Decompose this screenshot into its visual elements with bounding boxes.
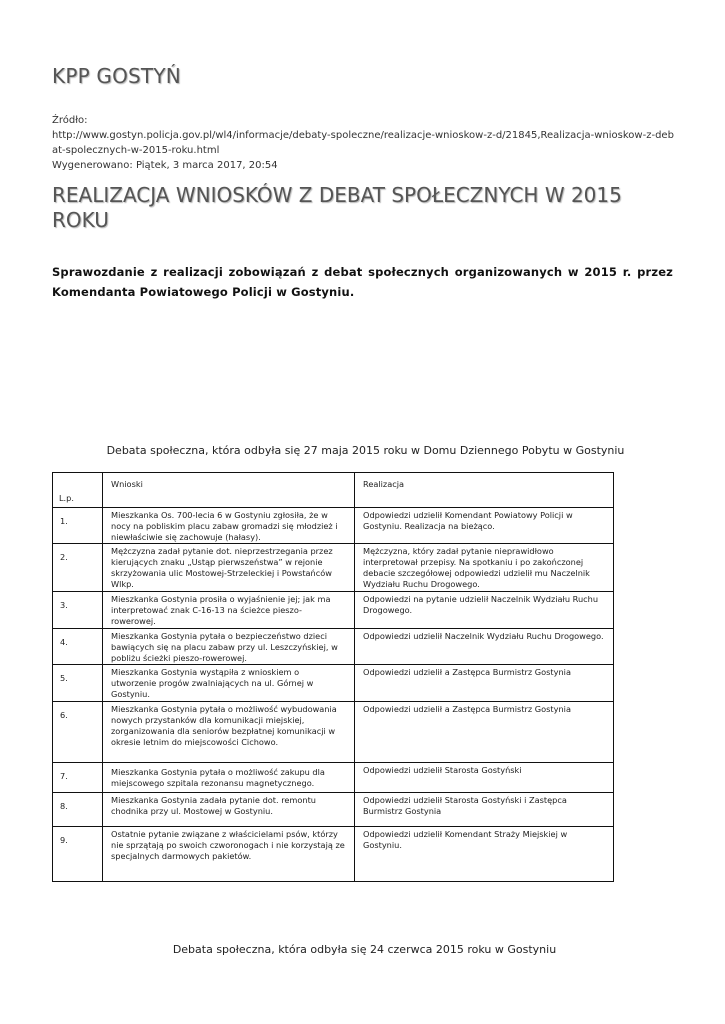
table-row (53, 544, 614, 592)
source-label: Źródło: (52, 115, 88, 126)
row-number: 5. (53, 665, 103, 702)
row-request: Mieszkanka Gostynia zadała pytanie dot. remontu chodnika przy ul. Mostowej w Gostyniu. (103, 793, 355, 827)
table-row (53, 827, 614, 882)
row-request: Mieszkanka Gostynia pytała o bezpieczeństwo dzieci bawiących się na placu zabaw przy ul. Leszczyńskiej, w pobliżu ścieżki pieszo-rowerowej. (103, 629, 355, 665)
table-row (53, 793, 614, 827)
article-intro: Sprawozdanie z realizacji zobowiązań z debat społecznych organizowanych w 2015 r. przez Komendanta Powiatowego Policji w Gostyniu. (52, 265, 673, 299)
header-lp: L.p. (59, 493, 74, 503)
debate-1-table (52, 472, 614, 882)
debate-2-caption: Debata społeczna, która odbyła się 24 czerwca 2015 roku w Gostyniu (172, 943, 557, 956)
table-header-row (53, 473, 614, 508)
source-url-line-2[interactable]: at-spolecznych-w-2015-roku.html (52, 145, 220, 156)
row-realization: Mężczyzna, który zadał pytanie nieprawidłowo interpretował przepisy. Na spotkaniu i po zakończonej debacie szczegółowej odpowiedzi udzielił mu Naczelnik Wydziału Ruchu Drogowego. (355, 544, 614, 592)
row-realization: Odpowiedzi udzielił Komendant Straży Miejskiej w Gostyniu. (355, 827, 614, 882)
row-number: 9. (53, 827, 103, 882)
table-row (53, 592, 614, 629)
row-realization: Odpowiedzi udzielił Starosta Gostyński i Zastępca Burmistrz Gostynia (355, 793, 614, 827)
source-url-line-1[interactable]: http://www.gostyn.policja.gov.pl/wl4/informacje/debaty-spoleczne/realizacje-wnioskow-z-d/21845,Realizacja-wnioskow-z-deb (52, 130, 674, 141)
debate-1-caption: Debata społeczna, która odbyła się 27 maja 2015 roku w Domu Dziennego Pobytu w Gostyniu (106, 444, 625, 457)
site-title: KPP GOSTYŃ (52, 64, 181, 88)
row-number: 6. (53, 702, 103, 763)
row-request: Ostatnie pytanie związane z właścicielami psów, którzy nie sprzątają po swoich czworonogach i nie korzystają ze specjalnych darmowych pakietów. (103, 827, 355, 882)
row-request: Mieszkanka Gostynia wystąpiła z wnioskiem o utworzenie progów zwalniających na ul. Górnej w Gostyniu. (103, 665, 355, 702)
generated-date: Wygenerowano: Piątek, 3 marca 2017, 20:54 (52, 160, 278, 171)
row-realization: Odpowiedzi na pytanie udzielił Naczelnik Wydziału Ruchu Drogowego. (355, 592, 614, 629)
row-number: 1. (53, 508, 103, 544)
row-realization: Odpowiedzi udzielił Komendant Powiatowy Policji w Gostyniu. Realizacja na bieżąco. (355, 508, 614, 544)
row-request: Mieszkanka Gostynia pytała o możliwość wybudowania nowych przystanków dla komunikacji miejskiej, zorganizowania dla seniorów bezpłatnej komunikacji w okresie letnim do miejscowości Cichowo. (103, 702, 355, 763)
row-request: Mieszkanka Gostynia pytała o możliwość zakupu dla miejscowego szpitala rezonansu magnetycznego. (103, 763, 355, 793)
row-request: Mężczyzna zadał pytanie dot. nieprzestrzegania przez kierujących znaku „Ustąp pierwszeństwa” w rejonie skrzyżowania ulic Mostowej-Strzeleckiej i Powstańców Wlkp. (103, 544, 355, 592)
row-realization: Odpowiedzi udzielił a Zastępca Burmistrz Gostynia (355, 665, 614, 702)
row-number: 3. (53, 592, 103, 629)
row-realization: Odpowiedzi udzielił a Zastępca Burmistrz Gostynia (355, 702, 614, 763)
row-realization: Odpowiedzi udzielił Starosta Gostyński (355, 763, 614, 793)
article-title: REALIZACJA WNIOSKÓW Z DEBAT SPOŁECZNYCH W 2015 ROKU (52, 183, 622, 232)
row-number: 4. (53, 629, 103, 665)
table-row (53, 702, 614, 763)
row-number: 8. (53, 793, 103, 827)
row-realization: Odpowiedzi udzielił Naczelnik Wydziału Ruchu Drogowego. (355, 629, 614, 665)
table-row (53, 629, 614, 665)
row-number: 2. (53, 544, 103, 592)
row-request: Mieszkanka Os. 700-lecia 6 w Gostyniu zgłosiła, że w nocy na pobliskim placu zabaw gromadzi się młodzież i niewłaściwie się zachowuje (hałasy). (103, 508, 355, 544)
row-number: 7. (53, 763, 103, 793)
table-row (53, 665, 614, 702)
row-request: Mieszkanka Gostynia prosiła o wyjaśnienie jej; jak ma interpretować znak C-16-13 na ścieżce pieszo-rowerowej. (103, 592, 355, 629)
source-info (52, 113, 682, 173)
header-realization: Realizacja (355, 473, 614, 508)
table-row (53, 763, 614, 793)
table-row (53, 508, 614, 544)
header-requests: Wnioski (103, 473, 355, 508)
